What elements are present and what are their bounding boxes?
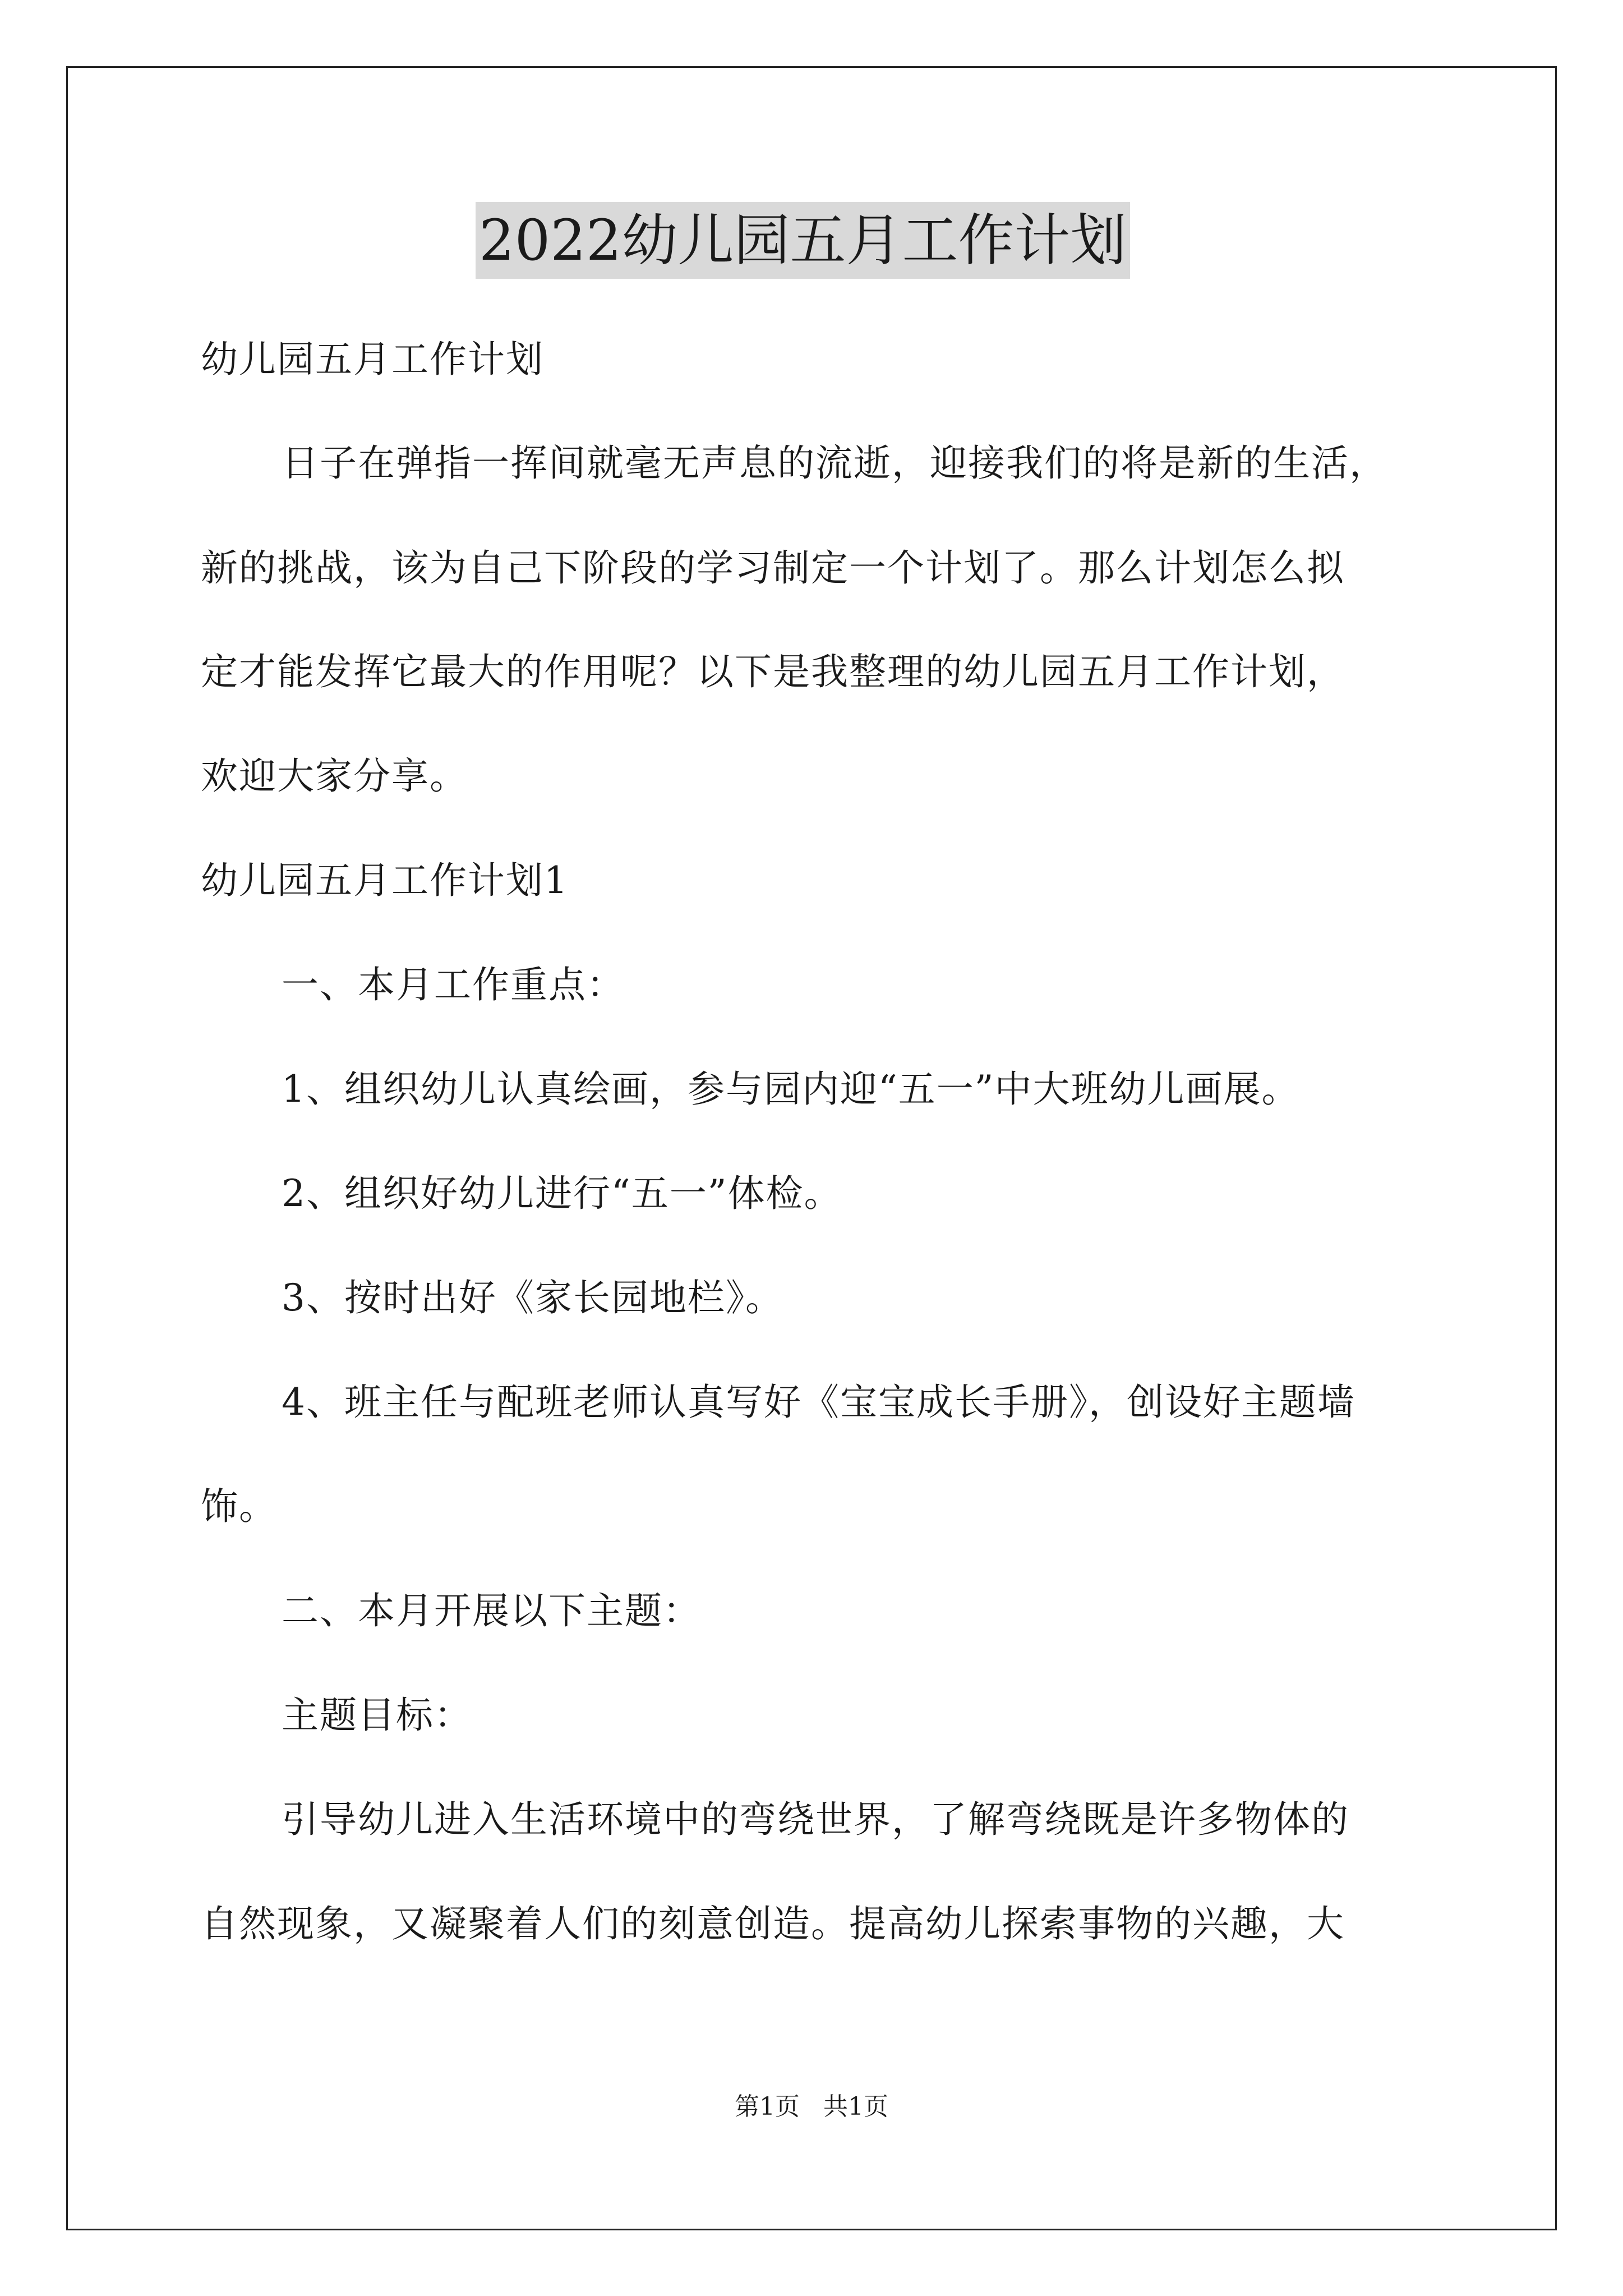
list-item: 4、班主任与配班老师认真写好《宝宝成长手册》，创设好主题墙 [282,1381,1355,1424]
paragraph-line: 自然现象，又凝聚着人们的刻意创造。提高幼儿探索事物的兴趣，大 [201,1902,1345,1945]
list-item: 1、组织幼儿认真绘画，参与园内迎“五一”中大班幼儿画展。 [282,1068,1300,1111]
section-heading: 幼儿园五月工作计划1 [201,859,569,902]
subsection-heading: 二、本月开展以下主题： [282,1589,701,1632]
paragraph-line: 引导幼儿进入生活环境中的弯绕世界，了解弯绕既是许多物体的 [282,1798,1349,1841]
paragraph-line: 日子在弹指一挥间就毫无声息的流逝，迎接我们的将是新的生活， [282,441,1387,485]
subsection-label: 主题目标： [282,1694,472,1737]
page-number-footer: 第1页 共1页 [735,2092,888,2121]
paragraph-line: 欢迎大家分享。 [201,754,468,798]
list-item: 3、按时出好《家长园地栏》。 [282,1276,783,1319]
paragraph-line: 新的挑战，该为自己下阶段的学习制定一个计划了。那么计划怎么拟 [201,546,1345,590]
paragraph-line: 定才能发挥它最大的作用呢？以下是我整理的幼儿园五月工作计划， [201,650,1345,693]
list-item-continuation: 饰。 [201,1485,277,1528]
section-heading: 幼儿园五月工作计划 [201,338,544,381]
subsection-heading: 一、本月工作重点： [282,963,625,1006]
list-item: 2、组织好幼儿进行“五一”体检。 [282,1172,842,1215]
document-title: 2022幼儿园五月工作计划 [476,202,1130,279]
